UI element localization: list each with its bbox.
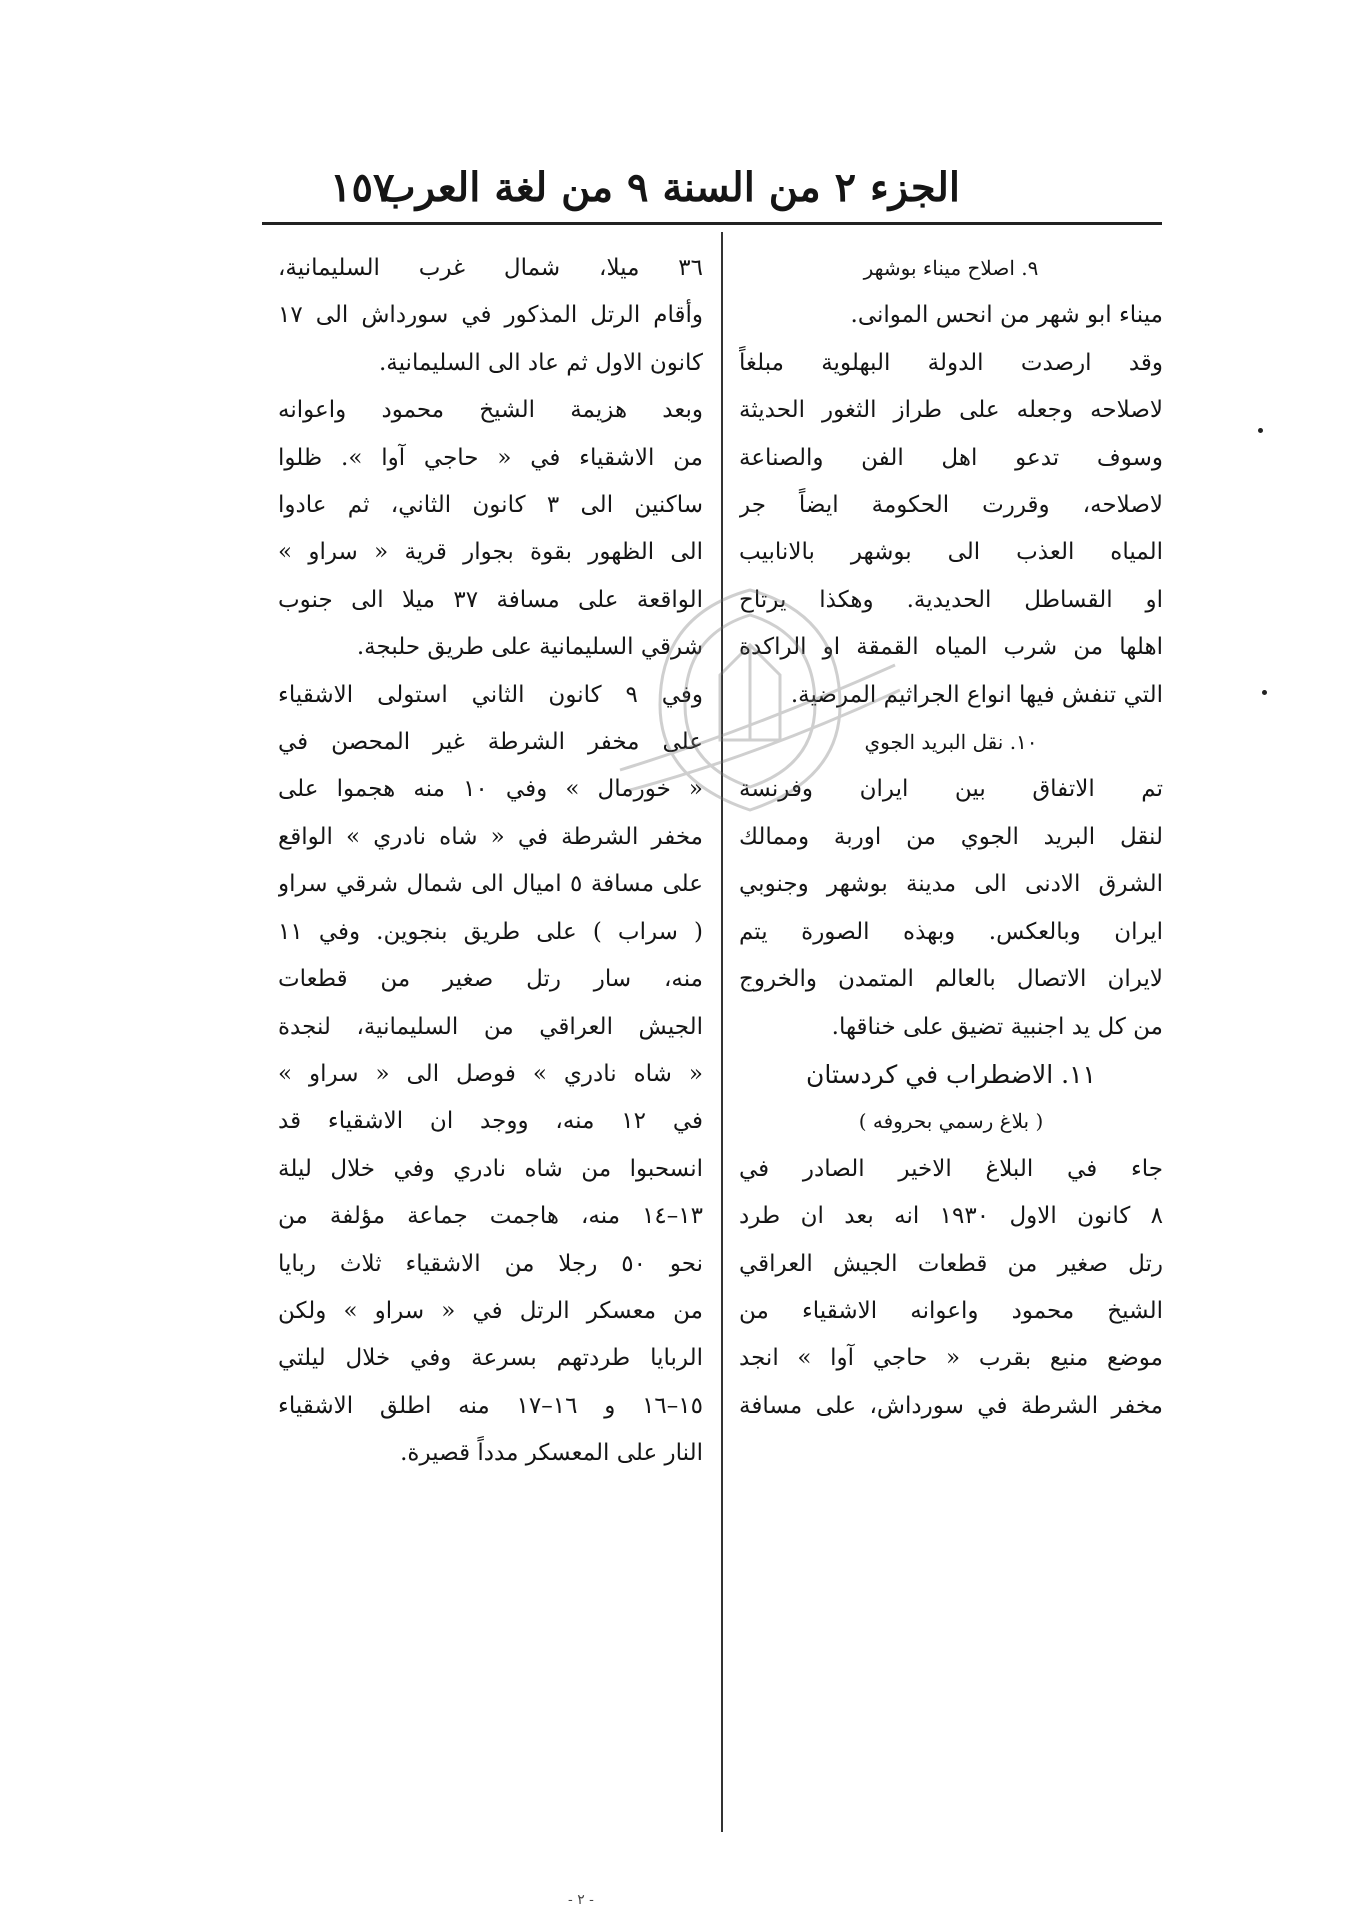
left-column-line: ساكنين الى ٣ كانون الثاني، ثم عادوا (278, 492, 703, 519)
right-column-line: مخفر الشرطة في سورداش، على مسافة (739, 1392, 1163, 1419)
right-column-line: من كل يد اجنبية تضيق على خناقها. (831, 1013, 1163, 1040)
right-column-line: المياه العذب الى بوشهر بالانابيب (739, 539, 1163, 566)
right-column-line: رتل صغير من قطعات الجيش العراقي (739, 1250, 1163, 1277)
right-column-line: لاصلاحه، وقررت الحكومة ايضاً جر (739, 492, 1163, 519)
left-column-line: الواقعة على مسافة ٣٧ ميلا الى جنوب (278, 586, 703, 613)
right-column-line: لاصلاحه وجعله على طراز الثغور الحديثة (739, 397, 1163, 424)
left-column-line: على مسافة ٥ اميال الى شمال شرقي سراو (278, 871, 703, 898)
left-column-line: وأقام الرتل المذكور في سورداش الى ١٧ (278, 302, 703, 329)
right-column-line: او القساطل الحديدية. وهكذا يرتاح (739, 586, 1163, 613)
column-divider (721, 232, 723, 1832)
left-column-line: « شاه نادري » فوصل الى « سراو » (278, 1060, 703, 1087)
left-column-line: وفي ٩ كانون الثاني استولى الاشقياء (278, 681, 703, 708)
scan-speck (1258, 428, 1263, 433)
right-column-line-heading: ١١. الاضطراب في كردستان (806, 1059, 1096, 1089)
right-column-line: تم الاتفاق بين ايران وفرنسة (739, 776, 1163, 803)
right-column-line: وسوف تدعو اهل الفن والصناعة (739, 444, 1163, 471)
right-column-line: الشرق الادنى الى مدينة بوشهر وجنوبي (739, 871, 1163, 898)
left-column-line: مخفر الشرطة في « شاه نادري » الواقع (278, 823, 703, 850)
right-column-line: الشيخ محمود واعوانه الاشقياء من (739, 1297, 1163, 1324)
left-column-line: ١٥–١٦ و ١٦–١٧ منه اطلق الاشقياء (278, 1392, 703, 1419)
left-column-line: كانون الاول ثم عاد الى السليمانية. (378, 349, 703, 376)
running-title: الجزء ٢ من السنة ٩ من لغة العرب (378, 164, 960, 211)
right-column (739, 245, 1163, 1430)
right-column-line: ٨ كانون الاول ١٩٣٠ انه بعد ان طرد (739, 1203, 1163, 1230)
left-column-line: « خورمال » وفي ١٠ منه هجموا على (278, 776, 703, 803)
left-column-line: منه، سار رتل صغير من قطعات (278, 966, 703, 993)
right-column-line-heading: ( بلاغ رسمي بحروفه ) (858, 1109, 1044, 1134)
right-column-line: وقد ارصدت الدولة البهلوية مبلغاً (739, 349, 1163, 376)
scan-speck (1262, 690, 1267, 695)
right-column-line: موضع منيع بقرب « حاجي آوا » انجد (739, 1345, 1163, 1372)
right-column-line: التي تنفش فيها انواع الجراثيم المرضية. (790, 681, 1163, 708)
page-number: ١٥٧ (330, 164, 395, 211)
left-column (278, 245, 703, 1478)
right-column-line: ميناء ابو شهر من انحس الموانى. (850, 302, 1163, 329)
library-seal-watermark-icon (600, 555, 910, 835)
left-column-line: في ١٢ منه، ووجد ان الاشقياء قد (278, 1108, 703, 1135)
footer-mark: - ۲ - (568, 1892, 594, 1908)
left-column-line: على مخفر الشرطة غير المحصن في (278, 729, 703, 756)
left-column-line: الربايا طردتهم بسرعة وفي خلال ليلتي (278, 1345, 703, 1372)
left-column-line: انسحبوا من شاه نادري وفي خلال ليلة (278, 1155, 703, 1182)
page-header (300, 158, 960, 228)
left-column-line: الجيش العراقي من السليمانية، لنجدة (278, 1013, 703, 1040)
right-column-line: لنقل البريد الجوي من اوربة وممالك (739, 823, 1163, 850)
left-column-line: ٣٦ ميلا، شمال غرب السليمانية، (278, 255, 703, 281)
left-column-line: وبعد هزيمة الشيخ محمود واعوانه (278, 397, 703, 424)
left-column-line: ١٣–١٤ منه، هاجمت جماعة مؤلفة من (278, 1203, 703, 1230)
left-column-line: من الاشقياء في « حاجي آوا ». ظلوا (278, 444, 703, 471)
header-rule (262, 222, 1162, 225)
left-column-line: الى الظهور بقوة بجوار قرية « سراو » (278, 539, 703, 566)
right-column-line: لايران الاتصال بالعالم المتمدن والخروج (739, 966, 1163, 993)
right-column-line: اهلها من شرب المياه القمقة او الراكدة (739, 634, 1163, 661)
right-column-line-heading: ١٠. نقل البريد الجوي (864, 730, 1038, 755)
right-column-line: جاء في البلاغ الاخير الصادر في (739, 1155, 1163, 1182)
left-column-line: نحو ٥٠ رجلا من الاشقياء ثلاث ربايا (278, 1250, 703, 1277)
left-column-line: النار على المعسكر مدداً قصيرة. (400, 1440, 703, 1467)
left-column-line: من معسكر الرتل في « سراو » ولكن (278, 1297, 703, 1324)
left-column-line: ( سراب ) على طريق بنجوين. وفي ١١ (278, 918, 703, 945)
right-column-line-heading: ٩. اصلاح ميناء بوشهر (863, 256, 1039, 280)
left-column-line: شرقي السليمانية على طريق حلبجة. (356, 634, 703, 661)
right-column-line: ايران وبالعكس. وبهذه الصورة يتم (739, 918, 1163, 945)
